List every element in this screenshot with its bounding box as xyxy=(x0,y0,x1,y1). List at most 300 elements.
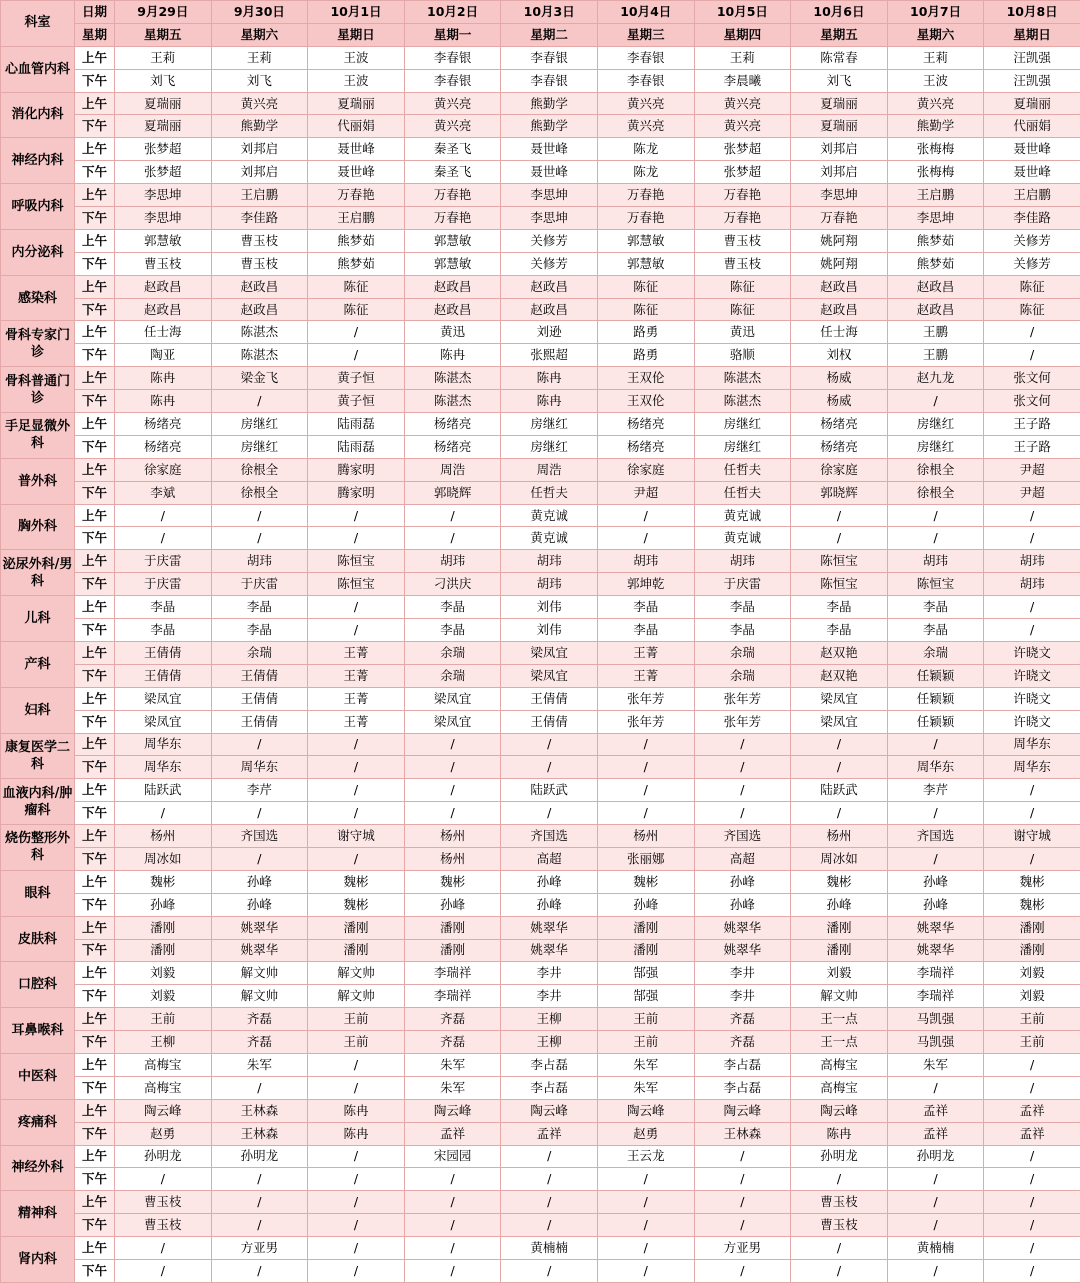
department-block xyxy=(1,138,1080,184)
doctor-cell: 黄克诚 xyxy=(501,527,598,550)
doctor-cell: 刘伟 xyxy=(501,619,598,642)
doctor-cell: 黄子恒 xyxy=(308,390,405,413)
doctor-cell: / xyxy=(211,847,308,870)
doctor-cell: / xyxy=(115,527,212,550)
doctor-cell: 郭坤乾 xyxy=(597,573,694,596)
doctor-cell: 齐磊 xyxy=(694,1031,791,1054)
afternoon-row xyxy=(1,207,1080,230)
afternoon-label: 下午 xyxy=(75,847,115,870)
doctor-cell: / xyxy=(308,596,405,619)
doctor-cell: 刘毅 xyxy=(115,962,212,985)
morning-label: 上午 xyxy=(75,596,115,619)
doctor-cell: 赵政昌 xyxy=(501,298,598,321)
doctor-cell: 骆顺 xyxy=(694,344,791,367)
doctor-cell: / xyxy=(791,733,888,756)
department-name: 疼痛科 xyxy=(1,1099,75,1145)
doctor-cell: 齐磊 xyxy=(404,1031,501,1054)
doctor-cell: 房继红 xyxy=(694,413,791,436)
doctor-cell: 陈冉 xyxy=(115,390,212,413)
doctor-cell: 聂世峰 xyxy=(308,161,405,184)
doctor-cell: 陈恒宝 xyxy=(887,573,984,596)
doctor-cell: 胡玮 xyxy=(501,550,598,573)
doctor-cell: / xyxy=(984,321,1080,344)
doctor-cell: / xyxy=(887,733,984,756)
afternoon-row xyxy=(1,298,1080,321)
doctor-cell: 路勇 xyxy=(597,321,694,344)
doctor-cell: 高超 xyxy=(694,847,791,870)
doctor-cell: 孙峰 xyxy=(887,870,984,893)
afternoon-row xyxy=(1,939,1080,962)
doctor-cell: 李春银 xyxy=(501,69,598,92)
doctor-cell: 李晶 xyxy=(791,619,888,642)
doctor-cell: 魏彬 xyxy=(597,870,694,893)
doctor-cell: 许晓文 xyxy=(984,664,1080,687)
doctor-cell: 李瑞祥 xyxy=(404,985,501,1008)
doctor-cell: 徐根全 xyxy=(887,481,984,504)
doctor-cell: 郭慧敏 xyxy=(597,252,694,275)
doctor-cell: 赵双艳 xyxy=(791,664,888,687)
doctor-cell: 万春艳 xyxy=(404,184,501,207)
doctor-cell: 刘毅 xyxy=(115,985,212,1008)
doctor-cell: 关修芳 xyxy=(501,252,598,275)
morning-label: 上午 xyxy=(75,550,115,573)
doctor-cell: 杨威 xyxy=(791,390,888,413)
doctor-cell: 周浩 xyxy=(501,458,598,481)
doctor-cell: 魏彬 xyxy=(308,870,405,893)
doctor-cell: 陈冉 xyxy=(501,390,598,413)
morning-label: 上午 xyxy=(75,504,115,527)
afternoon-row xyxy=(1,390,1080,413)
doctor-cell: 刘毅 xyxy=(984,985,1080,1008)
doctor-cell: / xyxy=(984,1237,1080,1260)
morning-label: 上午 xyxy=(75,1145,115,1168)
doctor-cell: 陈冉 xyxy=(404,344,501,367)
doctor-cell: 潘刚 xyxy=(984,916,1080,939)
morning-label: 上午 xyxy=(75,641,115,664)
doctor-cell: 谢守城 xyxy=(984,825,1080,848)
doctor-cell: 陈征 xyxy=(308,298,405,321)
doctor-cell: 李晶 xyxy=(694,619,791,642)
doctor-cell: 孟祥 xyxy=(404,1122,501,1145)
weekday-header: 星期日 xyxy=(308,23,405,46)
date-header: 10月2日 xyxy=(404,1,501,24)
doctor-cell: 郭晓辉 xyxy=(791,481,888,504)
doctor-cell: 陈征 xyxy=(984,275,1080,298)
doctor-cell: 魏彬 xyxy=(984,870,1080,893)
morning-row xyxy=(1,275,1080,298)
doctor-cell: / xyxy=(404,733,501,756)
doctor-cell: / xyxy=(404,1168,501,1191)
doctor-cell: 解文帅 xyxy=(211,985,308,1008)
morning-label: 上午 xyxy=(75,458,115,481)
doctor-cell: 陈龙 xyxy=(597,161,694,184)
doctor-cell: 方亚男 xyxy=(211,1237,308,1260)
doctor-cell: 聂世峰 xyxy=(308,138,405,161)
department-name: 血液内科/肿瘤科 xyxy=(1,779,75,825)
doctor-cell: 陈龙 xyxy=(597,138,694,161)
doctor-cell: / xyxy=(308,504,405,527)
morning-row xyxy=(1,641,1080,664)
doctor-cell: / xyxy=(211,733,308,756)
doctor-cell: 齐磊 xyxy=(211,1031,308,1054)
doctor-cell: 张梦超 xyxy=(694,138,791,161)
doctor-cell: 张年芳 xyxy=(597,710,694,733)
doctor-cell: 潘刚 xyxy=(308,916,405,939)
doctor-cell: 陈恒宝 xyxy=(308,573,405,596)
doctor-cell: 杨州 xyxy=(404,847,501,870)
doctor-cell: 潘刚 xyxy=(791,939,888,962)
doctor-cell: 陈湛杰 xyxy=(404,367,501,390)
doctor-cell: 郭慧敏 xyxy=(597,229,694,252)
date-header: 10月3日 xyxy=(501,1,598,24)
afternoon-label: 下午 xyxy=(75,1031,115,1054)
doctor-cell: 王倩倩 xyxy=(115,664,212,687)
doctor-cell: 余瑞 xyxy=(211,641,308,664)
doctor-cell: 黄子恒 xyxy=(308,367,405,390)
doctor-cell: 任士海 xyxy=(791,321,888,344)
doctor-cell: 孙峰 xyxy=(887,893,984,916)
morning-row xyxy=(1,138,1080,161)
doctor-cell: 高梅宝 xyxy=(791,1053,888,1076)
doctor-cell: 魏彬 xyxy=(791,870,888,893)
afternoon-row xyxy=(1,1259,1080,1282)
doctor-cell: 陶云峰 xyxy=(597,1099,694,1122)
afternoon-label: 下午 xyxy=(75,802,115,825)
doctor-cell: 王林森 xyxy=(694,1122,791,1145)
doctor-cell: 刘邦启 xyxy=(211,138,308,161)
doctor-cell: 郭慧敏 xyxy=(115,229,212,252)
doctor-cell: 赵政昌 xyxy=(791,298,888,321)
department-name: 精神科 xyxy=(1,1191,75,1237)
doctor-cell: / xyxy=(984,1191,1080,1214)
date-header: 10月5日 xyxy=(694,1,791,24)
doctor-cell: 杨州 xyxy=(404,825,501,848)
doctor-cell: 梁凤宜 xyxy=(791,687,888,710)
doctor-cell: 李瑞祥 xyxy=(404,962,501,985)
doctor-cell: 腾家明 xyxy=(308,481,405,504)
morning-label: 上午 xyxy=(75,779,115,802)
department-name: 中医科 xyxy=(1,1053,75,1099)
department-block xyxy=(1,962,1080,1008)
doctor-cell: / xyxy=(984,596,1080,619)
doctor-cell: 周华东 xyxy=(984,756,1080,779)
morning-row xyxy=(1,504,1080,527)
date-header: 9月29日 xyxy=(115,1,212,24)
doctor-cell: / xyxy=(887,1076,984,1099)
doctor-cell: 王波 xyxy=(308,46,405,69)
doctor-cell: 梁凤宜 xyxy=(501,664,598,687)
doctor-cell: / xyxy=(501,1214,598,1237)
doctor-cell: 马凯强 xyxy=(887,1008,984,1031)
doctor-cell: 王柳 xyxy=(115,1031,212,1054)
doctor-cell: 刘飞 xyxy=(211,69,308,92)
doctor-cell: 熊勤学 xyxy=(501,92,598,115)
doctor-cell: / xyxy=(694,733,791,756)
doctor-cell: 李晶 xyxy=(597,619,694,642)
doctor-cell: 万春艳 xyxy=(597,184,694,207)
department-block xyxy=(1,687,1080,733)
doctor-cell: 曹玉枝 xyxy=(791,1191,888,1214)
doctor-cell: 陆雨磊 xyxy=(308,413,405,436)
doctor-cell: 李晶 xyxy=(404,596,501,619)
morning-label: 上午 xyxy=(75,916,115,939)
afternoon-label: 下午 xyxy=(75,1076,115,1099)
doctor-cell: 赵勇 xyxy=(597,1122,694,1145)
doctor-cell: 魏彬 xyxy=(984,893,1080,916)
doctor-cell: 姚翠华 xyxy=(501,939,598,962)
doctor-cell: 王菁 xyxy=(308,687,405,710)
doctor-cell: 陈冉 xyxy=(308,1099,405,1122)
doctor-cell: 房继红 xyxy=(211,413,308,436)
doctor-cell: / xyxy=(984,344,1080,367)
department-name: 内分泌科 xyxy=(1,229,75,275)
doctor-cell: 王莉 xyxy=(115,46,212,69)
department-block xyxy=(1,825,1080,871)
doctor-cell: 腾家明 xyxy=(308,458,405,481)
afternoon-row xyxy=(1,527,1080,550)
doctor-cell: 赵政昌 xyxy=(115,275,212,298)
doctor-cell: 陆跃武 xyxy=(501,779,598,802)
morning-label: 上午 xyxy=(75,687,115,710)
department-block xyxy=(1,184,1080,230)
doctor-cell: 赵政昌 xyxy=(791,275,888,298)
doctor-cell: 汪凯强 xyxy=(984,46,1080,69)
doctor-cell: 任颖颖 xyxy=(887,664,984,687)
doctor-cell: 李占磊 xyxy=(501,1076,598,1099)
doctor-cell: 解文帅 xyxy=(791,985,888,1008)
date-header: 10月8日 xyxy=(984,1,1080,24)
doctor-cell: 于庆雷 xyxy=(694,573,791,596)
doctor-cell: 李思坤 xyxy=(115,207,212,230)
doctor-cell: 许晓文 xyxy=(984,687,1080,710)
doctor-cell: 黄兴亮 xyxy=(404,115,501,138)
doctor-cell: / xyxy=(501,756,598,779)
doctor-cell: 张梅梅 xyxy=(887,138,984,161)
doctor-cell: 李芹 xyxy=(211,779,308,802)
afternoon-label: 下午 xyxy=(75,207,115,230)
doctor-cell: 许晓文 xyxy=(984,710,1080,733)
doctor-cell: / xyxy=(211,1259,308,1282)
doctor-cell: 张年芳 xyxy=(597,687,694,710)
doctor-cell: / xyxy=(984,504,1080,527)
doctor-cell: 陈征 xyxy=(694,298,791,321)
doctor-cell: 梁凤宜 xyxy=(404,710,501,733)
doctor-cell: 王菁 xyxy=(308,664,405,687)
department-name: 肾内科 xyxy=(1,1237,75,1283)
doctor-cell: 朱军 xyxy=(887,1053,984,1076)
doctor-cell: 任哲夫 xyxy=(694,481,791,504)
doctor-cell: 张熙超 xyxy=(501,344,598,367)
doctor-cell: 熊梦茹 xyxy=(887,229,984,252)
doctor-cell: 陈冉 xyxy=(501,367,598,390)
department-name: 皮肤科 xyxy=(1,916,75,962)
doctor-cell: / xyxy=(211,1214,308,1237)
doctor-cell: 许晓文 xyxy=(984,641,1080,664)
doctor-cell: 李春银 xyxy=(404,46,501,69)
doctor-cell: / xyxy=(984,1168,1080,1191)
afternoon-row xyxy=(1,344,1080,367)
weekday-header: 星期二 xyxy=(501,23,598,46)
doctor-cell: 李思坤 xyxy=(501,207,598,230)
afternoon-label: 下午 xyxy=(75,390,115,413)
department-block xyxy=(1,1008,1080,1054)
weekday-header: 星期六 xyxy=(211,23,308,46)
doctor-cell: 徐根全 xyxy=(211,481,308,504)
doctor-cell: 李斌 xyxy=(115,481,212,504)
doctor-cell: / xyxy=(597,1214,694,1237)
doctor-cell: 刘邦启 xyxy=(791,161,888,184)
doctor-cell: 房继红 xyxy=(501,413,598,436)
morning-label: 上午 xyxy=(75,46,115,69)
doctor-cell: 王波 xyxy=(887,69,984,92)
doctor-cell: 黄兴亮 xyxy=(597,92,694,115)
doctor-cell: 房继红 xyxy=(887,435,984,458)
doctor-cell: 郭慧敏 xyxy=(404,252,501,275)
afternoon-label: 下午 xyxy=(75,435,115,458)
doctor-cell: 王启鹏 xyxy=(887,184,984,207)
date-row-label: 日期 xyxy=(75,1,115,24)
department-name: 妇科 xyxy=(1,687,75,733)
department-name: 胸外科 xyxy=(1,504,75,550)
morning-row xyxy=(1,596,1080,619)
doctor-cell: 王波 xyxy=(308,69,405,92)
afternoon-row xyxy=(1,619,1080,642)
doctor-cell: 黄克诚 xyxy=(694,504,791,527)
doctor-cell: 张年芳 xyxy=(694,687,791,710)
morning-label: 上午 xyxy=(75,733,115,756)
doctor-cell: / xyxy=(308,321,405,344)
doctor-cell: / xyxy=(211,504,308,527)
afternoon-label: 下午 xyxy=(75,893,115,916)
afternoon-row xyxy=(1,1122,1080,1145)
doctor-cell: 余瑞 xyxy=(404,664,501,687)
doctor-cell: / xyxy=(984,527,1080,550)
doctor-cell: / xyxy=(887,847,984,870)
doctor-cell: 高梅宝 xyxy=(115,1053,212,1076)
doctor-cell: 周华东 xyxy=(887,756,984,779)
doctor-cell: 曹玉枝 xyxy=(211,252,308,275)
doctor-cell: / xyxy=(694,802,791,825)
doctor-cell: 孙明龙 xyxy=(211,1145,308,1168)
doctor-cell: 周冰如 xyxy=(791,847,888,870)
doctor-cell: / xyxy=(308,1145,405,1168)
morning-label: 上午 xyxy=(75,1191,115,1214)
doctor-cell: 朱军 xyxy=(597,1053,694,1076)
doctor-cell: 万春艳 xyxy=(308,184,405,207)
weekday-header: 星期三 xyxy=(597,23,694,46)
afternoon-row xyxy=(1,847,1080,870)
morning-label: 上午 xyxy=(75,962,115,985)
doctor-cell: 杨州 xyxy=(115,825,212,848)
doctor-cell: 张文何 xyxy=(984,390,1080,413)
doctor-cell: 孟祥 xyxy=(887,1122,984,1145)
doctor-cell: / xyxy=(308,756,405,779)
doctor-cell: 魏彬 xyxy=(404,870,501,893)
doctor-cell: 聂世峰 xyxy=(501,161,598,184)
doctor-cell: 黄兴亮 xyxy=(887,92,984,115)
afternoon-label: 下午 xyxy=(75,573,115,596)
doctor-cell: / xyxy=(984,847,1080,870)
doctor-cell: 张丽娜 xyxy=(597,847,694,870)
doctor-cell: 方亚男 xyxy=(694,1237,791,1260)
doctor-cell: 李井 xyxy=(501,962,598,985)
doctor-cell: 熊梦茹 xyxy=(887,252,984,275)
doctor-cell: 李晶 xyxy=(597,596,694,619)
afternoon-label: 下午 xyxy=(75,756,115,779)
doctor-cell: 王林森 xyxy=(211,1099,308,1122)
doctor-cell: 孙峰 xyxy=(694,893,791,916)
doctor-cell: 王前 xyxy=(115,1008,212,1031)
afternoon-label: 下午 xyxy=(75,985,115,1008)
doctor-cell: / xyxy=(211,1076,308,1099)
doctor-cell: 李春银 xyxy=(404,69,501,92)
doctor-cell: 李佳路 xyxy=(211,207,308,230)
doctor-cell: 杨绪亮 xyxy=(115,413,212,436)
doctor-cell: 赵勇 xyxy=(115,1122,212,1145)
department-name: 骨科专家门诊 xyxy=(1,321,75,367)
doctor-cell: 王前 xyxy=(597,1031,694,1054)
morning-label: 上午 xyxy=(75,184,115,207)
department-block xyxy=(1,1145,1080,1191)
date-header: 10月4日 xyxy=(597,1,694,24)
morning-row xyxy=(1,1053,1080,1076)
doctor-cell: 曹玉枝 xyxy=(694,252,791,275)
doctor-cell: 黄克诚 xyxy=(694,527,791,550)
department-block xyxy=(1,596,1080,642)
doctor-cell: / xyxy=(308,1053,405,1076)
doctor-cell: / xyxy=(984,1145,1080,1168)
doctor-cell: / xyxy=(694,1214,791,1237)
morning-row xyxy=(1,962,1080,985)
morning-row xyxy=(1,779,1080,802)
department-name: 儿科 xyxy=(1,596,75,642)
department-block xyxy=(1,733,1080,779)
doctor-cell: 杨绪亮 xyxy=(597,413,694,436)
doctor-cell: 李晶 xyxy=(694,596,791,619)
doctor-cell: 黄楠楠 xyxy=(887,1237,984,1260)
doctor-cell: / xyxy=(597,779,694,802)
department-name: 呼吸内科 xyxy=(1,184,75,230)
department-name: 神经内科 xyxy=(1,138,75,184)
doctor-cell: / xyxy=(308,1214,405,1237)
doctor-cell: 陈征 xyxy=(694,275,791,298)
morning-row xyxy=(1,687,1080,710)
doctor-cell: / xyxy=(404,504,501,527)
doctor-cell: 陆跃武 xyxy=(115,779,212,802)
doctor-cell: 王一点 xyxy=(791,1031,888,1054)
doctor-cell: 孟祥 xyxy=(887,1099,984,1122)
doctor-cell: 李井 xyxy=(694,962,791,985)
doctor-cell: / xyxy=(211,1191,308,1214)
doctor-cell: 黄兴亮 xyxy=(597,115,694,138)
doctor-cell: 陈冉 xyxy=(115,367,212,390)
doctor-cell: / xyxy=(597,733,694,756)
doctor-cell: 潘刚 xyxy=(115,939,212,962)
doctor-cell: 王菁 xyxy=(597,641,694,664)
doctor-cell: 关修芳 xyxy=(984,229,1080,252)
doctor-cell: 高梅宝 xyxy=(115,1076,212,1099)
morning-label: 上午 xyxy=(75,825,115,848)
doctor-cell: 夏瑞丽 xyxy=(791,92,888,115)
doctor-cell: 王莉 xyxy=(694,46,791,69)
doctor-cell: 姚翠华 xyxy=(887,939,984,962)
doctor-cell: 赵政昌 xyxy=(115,298,212,321)
doctor-cell: 王前 xyxy=(984,1031,1080,1054)
doctor-cell: 房继红 xyxy=(211,435,308,458)
doctor-cell: / xyxy=(984,1214,1080,1237)
afternoon-row xyxy=(1,985,1080,1008)
doctor-cell: / xyxy=(984,779,1080,802)
